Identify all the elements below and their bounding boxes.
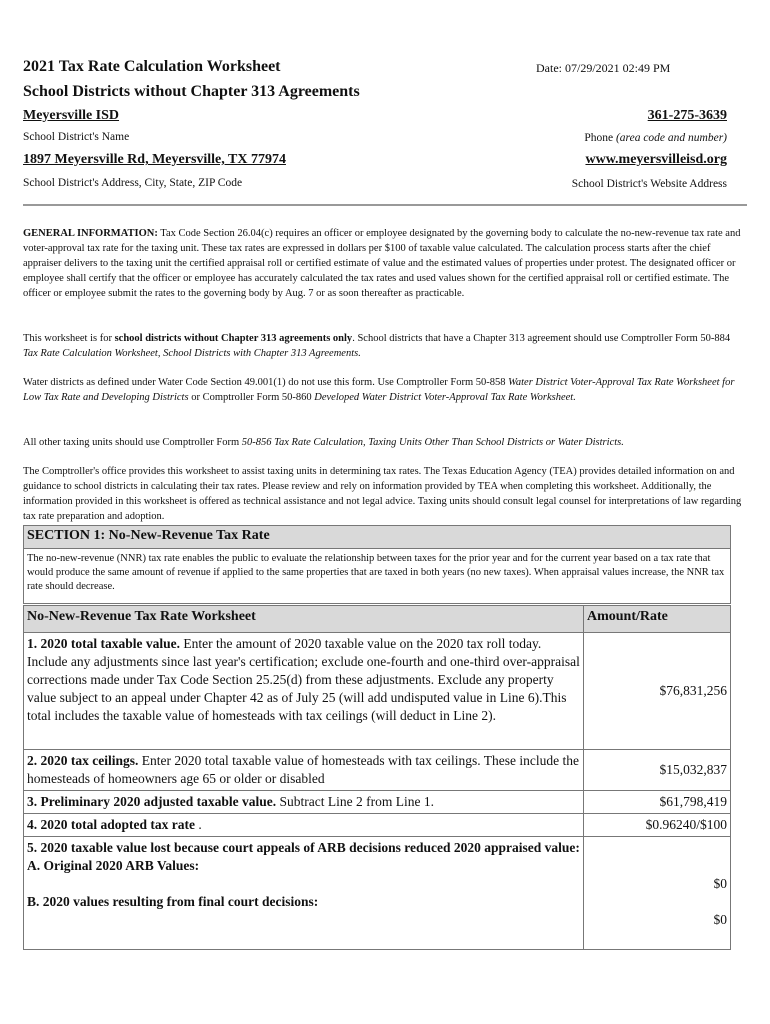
comptroller-paragraph: The Comptroller's office provides this worksheet to assist taxing units in determining tax rates. The Texas Education Agency (TEA) provides detailed information on and guidance to school districts in calculating their tax rates. Please review and rely on information provided by TEA when completing this worksheet. Additionally, the information provided in this worksheet is offered as technical assistance and not legal advice. Taxing units should consult legal counsel for interpretations of law regarding tax rate preparation and adoption. xyxy=(23,466,742,522)
district-address: 1897 Meyersville Rd, Meyersville, TX 77974 xyxy=(23,152,286,167)
nnr-worksheet-table xyxy=(23,605,731,950)
other-units-paragraph: All other taxing units should use Comptroller Form 50-856 Tax Rate Calculation, Taxing Units Other Than School Districts or Water Districts. xyxy=(23,437,624,448)
table-row xyxy=(24,791,731,814)
district-name: Meyersville ISD xyxy=(23,108,120,123)
worksheet-title: 2021 Tax Rate Calculation Worksheet xyxy=(23,58,281,75)
line-4-amount: $0.96240/$100 xyxy=(584,814,731,837)
scope-paragraph: This worksheet is for school districts without Chapter 313 agreements only. School districts that have a Chapter 313 agreement should use Comptroller Form 50-884 Tax Rate Calculation Worksheet, School Districts with Chapter 313 Agreements. xyxy=(23,333,731,359)
divider xyxy=(23,204,747,206)
section-1-title: SECTION 1: No-New-Revenue Tax Rate xyxy=(27,528,270,543)
line-5a-label: A. Original 2020 ARB Values: xyxy=(27,858,200,873)
spacer xyxy=(587,893,727,911)
line-5b-label: B. 2020 values resulting from final court decisions: xyxy=(27,894,319,909)
line-4-description: 4. 2020 total adopted tax rate . xyxy=(24,814,584,837)
table-row xyxy=(24,837,731,950)
line-5-description xyxy=(24,837,584,950)
line-2-amount: $15,032,837 xyxy=(584,750,731,791)
line-5b-amount: $0 xyxy=(713,912,727,927)
general-information: GENERAL INFORMATION: Tax Code Section 26.04(c) requires an officer or employee designated by the governing body to calculate the no-new-revenue tax rate and voter-approval tax rate for the taxing unit. These tax rates are expressed in dollars per $100 of taxable value calculated. The calculation process starts after the chief appraiser delivers to the taxing unit the certified appraisal roll or certified estimate of value and the estimated values of properties under protest. The designated officer or employee shall certify that the officer or employee has accurately calculated the tax rates and used values shown for the certified appraisal roll or certified estimate. The officer or employee submit the rates to the governing body by Aug. 7 or as soon thereafter as practicable. xyxy=(23,228,741,299)
col-worksheet-header: No-New-Revenue Tax Rate Worksheet xyxy=(24,606,584,633)
spacer xyxy=(27,875,580,893)
district-address-label: School District's Address, City, State, ZIP Code xyxy=(23,177,243,189)
spacer xyxy=(587,839,727,875)
line-3-description: 3. Preliminary 2020 adjusted taxable value. Subtract Line 2 from Line 1. xyxy=(24,791,584,814)
district-phone: 361-275-3639 xyxy=(647,108,727,123)
line-5-amounts xyxy=(584,837,731,950)
district-website[interactable]: www.meyersvilleisd.org xyxy=(585,152,727,167)
line-5-title: 5. 2020 taxable value lost because court appeals of ARB decisions reduced 2020 appraised value: xyxy=(27,840,580,855)
district-name-label: School District's Name xyxy=(23,131,130,143)
line-1-amount: $76,831,256 xyxy=(584,633,731,750)
section-1-header xyxy=(23,525,731,549)
col-amount-header: Amount/Rate xyxy=(584,606,731,633)
line-5a-amount: $0 xyxy=(713,876,727,891)
date-stamp: Date: 07/29/2021 02:49 PM xyxy=(536,61,671,75)
section-1-description: The no-new-revenue (NNR) tax rate enables the public to evaluate the relationship between taxes for the prior year and for the current year based on a tax rate that would produce the same amount of revenue if applied to the same properties that are taxed in both years (no new taxes). When appraisal values increase, the NNR tax rate should decrease. xyxy=(23,549,731,604)
table-header-row xyxy=(24,606,731,633)
line-1-description: 1. 2020 total taxable value. Enter the amount of 2020 taxable value on the 2020 tax roll today. Include any adjustments since last year's certification; exclude one-fourth and one-third over-appraisal corrections made under Tax Code Section 25.25(d) from these adjustments. Exclude any property value subject to an appeal under Chapter 42 as of July 25 (will add undisputed value in Line 6).This total includes the taxable value of homesteads with tax ceilings (will deduct in Line 2). xyxy=(24,633,584,750)
table-row xyxy=(24,750,731,791)
phone-label: Phone (area code and number) xyxy=(584,132,727,144)
line-2-description: 2. 2020 tax ceilings. Enter 2020 total taxable value of homesteads with tax ceilings. These include the homesteads of homeowners age 65 or older or disabled xyxy=(24,750,584,791)
table-row xyxy=(24,633,731,750)
website-label: School District's Website Address xyxy=(571,178,727,190)
line-3-amount: $61,798,419 xyxy=(584,791,731,814)
table-row xyxy=(24,814,731,837)
water-districts-paragraph: Water districts as defined under Water Code Section 49.001(1) do not use this form. Use Comptroller Form 50-858 Water District Voter-Approval Tax Rate Worksheet for Low Tax Rate and Developing Districts or Comptroller Form 50-860 Developed Water District Voter-Approval Tax Rate Worksheet. xyxy=(23,377,735,403)
worksheet-subtitle: School Districts without Chapter 313 Agreements xyxy=(23,83,360,100)
